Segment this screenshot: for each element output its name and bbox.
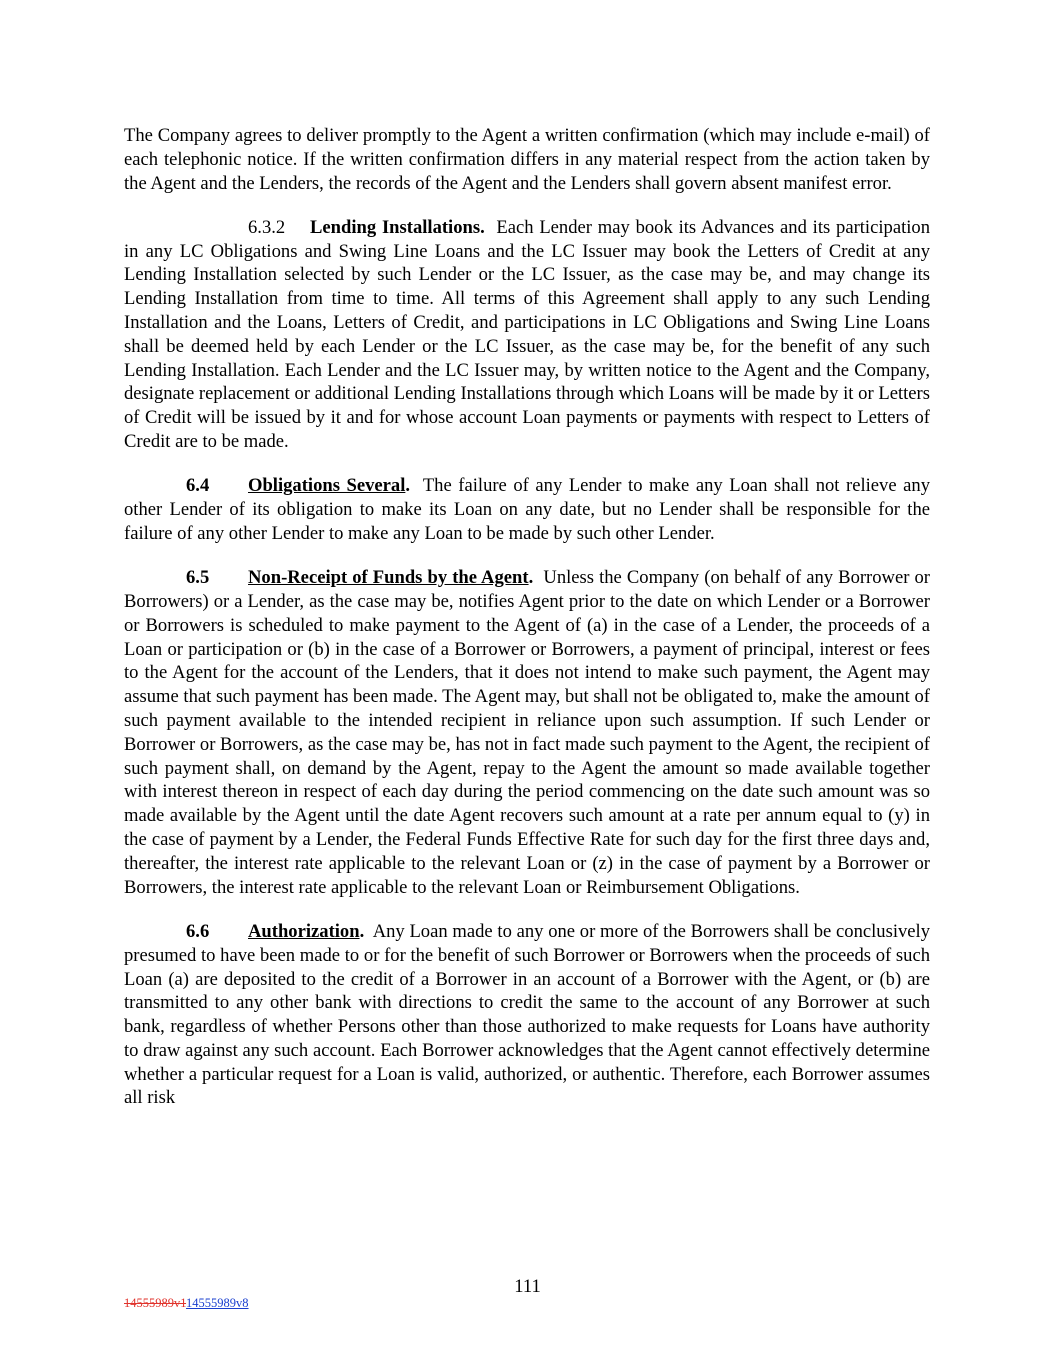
document-id bbox=[124, 1296, 249, 1311]
document-id-deleted: 14555989v1 bbox=[124, 1296, 187, 1310]
section-body: Unless the Company (on behalf of any Borrower or Borrowers) or a Lender, as the case may be, notifies Agent prior to the date on which Lender or a Borrower or Borrowers is scheduled to make payment to the Agent of (a) in the case of a Lender, the proceeds of a Loan or participation or (b) in the case of a Borrower or Borrowers, a payment of principal, interest or fees to the Agent for the account of the Lenders, that it does not intend to make such payment, the Agent may assume that such payment has been made. The Agent may, but shall not be obligated to, make the amount of such payment available to the intended recipient in reliance upon such assumption. If such Lender or Borrower or Borrowers, as the case may be, has not in fact made such payment to the Agent, the recipient of such payment shall, on demand by the Agent, repay to the Agent the amount so made available together with interest thereon in respect of each day during the period commencing on the date such amount was so made available by the Agent until the date Agent recovers such amount at a rate per annum equal to (y) in the case of payment by a Lender, the Federal Funds Effective Rate for such day for the first three days and, thereafter, the interest rate applicable to the relevant Loan or (z) in the case of payment by a Borrower or Borrowers, the interest rate applicable to the relevant Loan or Reimbursement Obligations. bbox=[124, 567, 930, 898]
heading-period: . bbox=[528, 567, 534, 589]
section-6-4 bbox=[124, 474, 930, 545]
document-id-inserted: 14555989v8 bbox=[186, 1296, 249, 1310]
section-number: 6.4 bbox=[186, 475, 210, 497]
section-body: The failure of any Lender to make any Loan shall not relieve any other Lender of its obligation to make its Loan on any date, but no Lender shall be responsible for the failure of any other Lender to make any Loan to be made by such other Lender. bbox=[124, 475, 931, 544]
page-number: 111 bbox=[514, 1276, 541, 1297]
section-6-6 bbox=[124, 920, 930, 1110]
section-body: Each Lender may book its Advances and its participation in any LC Obligations and Swing Line Loans and the LC Issuer may book the Letters of Credit at any Lending Installation selected by such Lender or the LC Issuer, as the case may be, and may change its Lending Installation from time to time. All terms of this Agreement shall apply to any such Lending Installation and the Loans, Letters of Credit, and participations in LC Obligations and Swing Line Loans shall be deemed held by each Lender or the LC Issuer, as the case may be, for the benefit of any such Lending Installation. Each Lender and the LC Issuer may, by written notice to the Agent and the Company, designate replacement or additional Lending Installations through which Loans will be made by it or Letters of Credit will be issued by it and for whose account Loan payments or payments with respect to Letters of Credit are to be made. bbox=[124, 216, 930, 453]
paragraph-confirmation: The Company agrees to deliver promptly to the Agent a written confirmation (which may include e-mail) of each telephonic notice. If the written confirmation differs in any material respect from the action taken by the Agent and the Lenders, the records of the Agent and the Lenders shall govern absent manifest error. bbox=[124, 125, 930, 194]
document-page bbox=[124, 124, 930, 1131]
section-heading: Lending Installations. bbox=[310, 216, 485, 238]
section-heading: Authorization bbox=[248, 920, 360, 942]
section-heading: Non-Receipt of Funds by the Agent bbox=[248, 567, 529, 589]
section-heading: Obligations Several bbox=[248, 475, 406, 497]
section-6-3-2 bbox=[124, 216, 930, 454]
section-number: 6.6 bbox=[186, 920, 210, 942]
section-6-5 bbox=[124, 566, 930, 899]
section-number: 6.5 bbox=[186, 567, 210, 589]
heading-period: . bbox=[359, 920, 365, 942]
section-body: Any Loan made to any one or more of the Borrowers shall be conclusively presumed to have been made to or for the benefit of such Borrower or Borrowers when the proceeds of such Loan (a) are deposited to the credit of a Borrower in an account of a Borrower with the Agent, or (b) are transmitted to any other bank with directions to credit the same to the account of any Borrower at such bank, regardless of whether Persons other than those authorized to make requests for Loans have authority to draw against any such account. Each Borrower acknowledges that the Agent cannot effectively determine whether a particular request for a Loan is valid, authorized, or authentic. Therefore, each Borrower assumes all risk bbox=[124, 920, 930, 1109]
section-number: 6.3.2 bbox=[248, 216, 286, 238]
heading-period: . bbox=[405, 475, 411, 497]
